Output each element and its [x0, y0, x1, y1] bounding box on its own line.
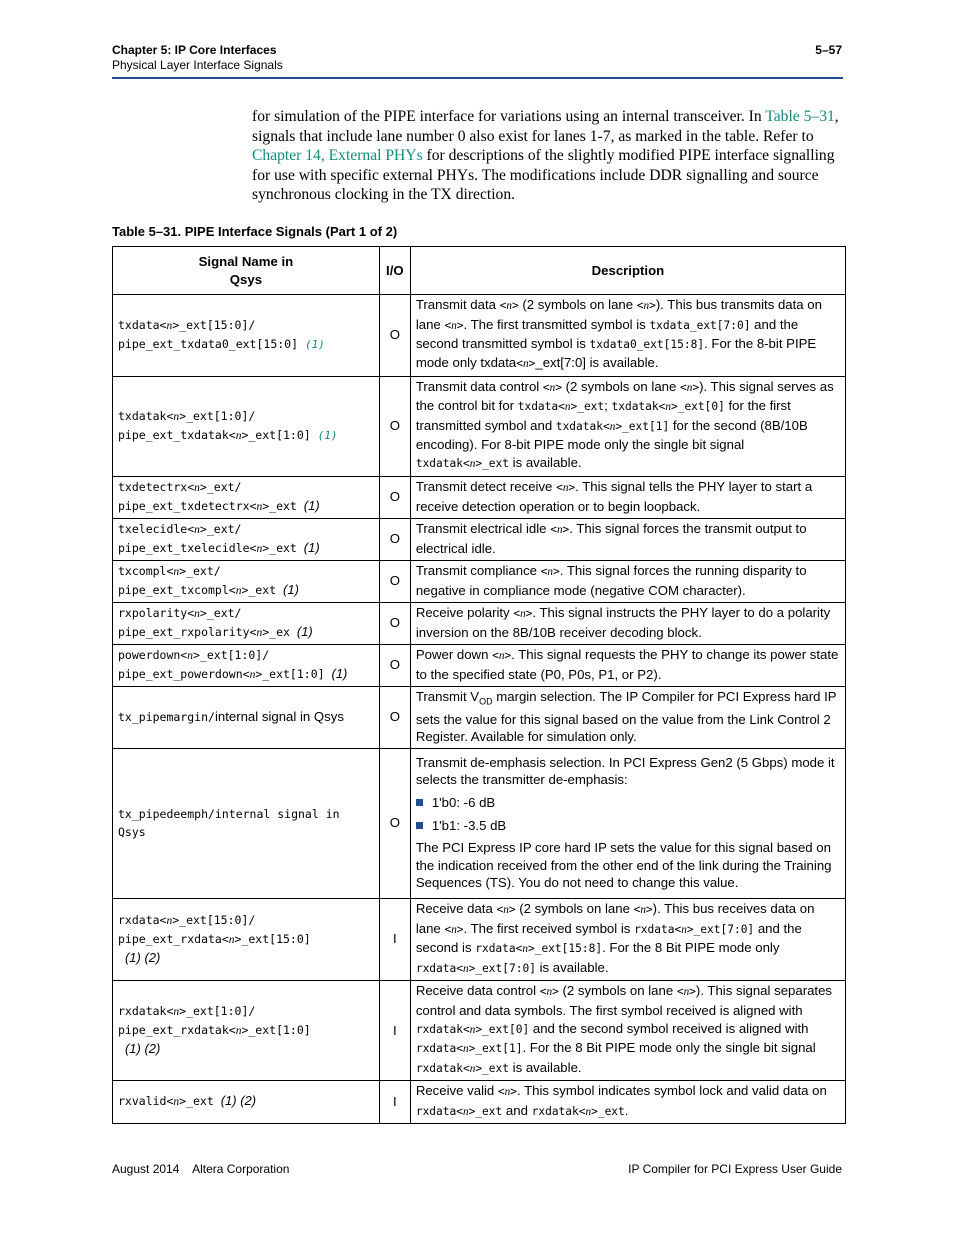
signal-name: rxpolarity<n>_ext/ pipe_ext_rxpolarity<n>_ex (1) — [113, 602, 380, 644]
chapter-link[interactable]: Chapter 14, External PHYs — [252, 147, 423, 164]
header-signal-name: Signal Name in Qsys — [113, 247, 380, 295]
signal-description: Transmit compliance <n>. This signal forces the running disparity to negative in compliance mode (negative COM character). — [410, 560, 845, 602]
table-row — [113, 686, 846, 748]
signal-description: Transmit $V_{OD}$ margin selection. The IP Compiler for PCI Express hard IP sets the value for this signal based on the value from the Link Control 2 Register. Available for simulation only. — [410, 686, 845, 748]
footnote-ref: (1) — [303, 539, 320, 555]
bullet-item: 1'b0: -6 dB — [416, 794, 840, 812]
footnote-ref: (1) (2) — [220, 1093, 257, 1109]
signal-io: I — [379, 981, 410, 1081]
signal-io: O — [379, 295, 410, 376]
intro-paragraph — [252, 107, 844, 205]
intro-text: , signals that include lane number 0 also exist for lanes 1-7, as marked in the table. Refer to — [252, 108, 839, 145]
table-row — [113, 560, 846, 602]
table-row — [113, 295, 846, 376]
signal-name: txdata<n>_ext[15:0]/ pipe_ext_txdata0_ext[15:0] (1) — [113, 295, 380, 376]
table-row — [113, 376, 846, 476]
footnote-ref: (1) — [331, 665, 348, 681]
signal-description: Receive data control <n> (2 symbols on lane <n>). This signal separates control and data symbols. The first symbol received is aligned with rxdatak<n>_ext[0] and the second symbol received is aligned with rxdata<n>_ext[1]. For the 8 Bit PIPE mode only the single bit signal rxdatak<n>_ext is available. — [410, 981, 845, 1081]
signal-description: Transmit electrical idle <n>. This signal forces the transmit output to electrical idle. — [410, 518, 845, 560]
intro-text: for descriptions of the slightly modified PIPE interface signalling for use with specific external PHYs. The modifications include DDR signalling and source synchronous clocking in the TX direction. — [252, 147, 835, 203]
footnote-ref: (1) — [296, 623, 313, 639]
signal-description: Receive valid <n>. This symbol indicates symbol lock and valid data on rxdata<n>_ext and rxdatak<n>_ext. — [410, 1081, 845, 1124]
signal-name: txelecidle<n>_ext/ pipe_ext_txelecidle<n>_ext (1) — [113, 518, 380, 560]
signal-io: I — [379, 1081, 410, 1124]
bullet-square-icon — [416, 799, 423, 806]
header-chapter: Chapter 5: IP Core Interfaces — [112, 43, 277, 57]
signal-description: Transmit data <n> (2 symbols on lane <n>). This bus transmits data on lane <n>. The first transmitted symbol is txdata_ext[7:0] and the second transmitted symbol is txdata0_ext[15:8]. For the 8-bit PIPE mode only txdata<n>_ext[7:0] is available. — [410, 295, 845, 376]
signal-name: powerdown<n>_ext[1:0]/ pipe_ext_powerdown<n>_ext[1:0] (1) — [113, 644, 380, 686]
footnote-ref: (1) — [304, 337, 325, 351]
signal-name: tx_pipedeemph/internal signal in Qsys — [113, 748, 380, 898]
signal-io: O — [379, 686, 410, 748]
table-row — [113, 476, 846, 518]
footnote-ref: (1) — [283, 581, 299, 597]
signal-name: rxdata<n>_ext[15:0]/ pipe_ext_rxdata<n>_ext[15:0] (1) (2) — [113, 898, 380, 980]
table-link[interactable]: Table 5–31 — [765, 108, 835, 125]
footnote-ref: (1) — [317, 428, 338, 442]
bullet-item: 1'b1: -3.5 dB — [416, 817, 840, 835]
table-caption: Table 5–31. PIPE Interface Signals (Part 1 of 2) — [112, 224, 398, 239]
footnote-ref: (1) — [303, 497, 320, 513]
header-description: Description — [410, 247, 845, 295]
signal-description: Transmit detect receive <n>. This signal tells the PHY layer to start a receive detection operation or to begin loopback. — [410, 476, 845, 518]
signal-io: O — [379, 476, 410, 518]
signal-io: O — [379, 518, 410, 560]
table-row — [113, 748, 846, 898]
signal-name: rxvalid<n>_ext (1) (2) — [113, 1081, 380, 1124]
signal-name: txcompl<n>_ext/ pipe_ext_txcompl<n>_ext (1) — [113, 560, 380, 602]
signal-description: Power down <n>. This signal requests the PHY to change its power state to the specified state (P0, P0s, P1, or P2). — [410, 644, 845, 686]
table-row — [113, 602, 846, 644]
table-header-row — [113, 247, 846, 295]
header-page-number: 5–57 — [815, 43, 842, 57]
footer-right: IP Compiler for PCI Express User Guide — [628, 1162, 842, 1176]
signal-description: Receive data <n> (2 symbols on lane <n>). This bus receives data on lane <n>. The first received symbol is rxdata<n>_ext[7:0] and the second is rxdata<n>_ext[15:8]. For the 8 Bit PIPE mode only rxdata<n>_ext[7:0] is available. — [410, 898, 845, 980]
footnote-ref: (1) (2) — [124, 950, 161, 966]
signal-name: rxdatak<n>_ext[1:0]/ pipe_ext_rxdatak<n>_ext[1:0] (1) (2) — [113, 981, 380, 1081]
header-rule — [112, 77, 843, 79]
signal-io: O — [379, 644, 410, 686]
table-row — [113, 644, 846, 686]
signal-io: I — [379, 898, 410, 980]
signal-io: O — [379, 560, 410, 602]
intro-text: for simulation of the PIPE interface for variations using an internal transceiver. In — [252, 108, 766, 125]
signal-description: Receive polarity <n>. This signal instructs the PHY layer to do a polarity inversion on the 8B/10B receiver decoding block. — [410, 602, 845, 644]
table-row — [113, 981, 846, 1081]
pipe-signals-table — [112, 246, 846, 1124]
signal-io: O — [379, 602, 410, 644]
table-row — [113, 898, 846, 980]
header-io: I/O — [379, 247, 410, 295]
header-section: Physical Layer Interface Signals — [112, 58, 283, 72]
table-row — [113, 518, 846, 560]
signal-name: txdatak<n>_ext[1:0]/ pipe_ext_txdatak<n>_ext[1:0] (1) — [113, 376, 380, 476]
bullet-square-icon — [416, 822, 423, 829]
signal-name: tx_pipemargin/internal signal in Qsys — [113, 686, 380, 748]
signal-name: txdetectrx<n>_ext/ pipe_ext_txdetectrx<n>_ext (1) — [113, 476, 380, 518]
table-row — [113, 1081, 846, 1124]
signal-description: Transmit de-emphasis selection. In PCI Express Gen2 (5 Gbps) mode it selects the transmitter de-emphasis: 1'b0: -6 dB 1'b1: -3.5 dB The PCI Express IP core hard IP sets the value for this signal based on the indication received from the other end of the link during the Training Sequences (TS). You do not need to change this value. — [410, 748, 845, 898]
signal-io: O — [379, 748, 410, 898]
signal-description: Transmit data control <n> (2 symbols on lane <n>). This signal serves as the control bit for txdata<n>_ext; txdatak<n>_ext[0] for the first transmitted symbol and txdatak<n>_ext[1] for the second (8B/10B encoding). For 8-bit PIPE mode only the single bit signal txdatak<n>_ext is available. — [410, 376, 845, 476]
running-header — [112, 43, 283, 73]
signal-io: O — [379, 376, 410, 476]
footnote-ref: (1) (2) — [124, 1041, 161, 1057]
footer-left: August 2014 Altera Corporation — [112, 1162, 290, 1176]
